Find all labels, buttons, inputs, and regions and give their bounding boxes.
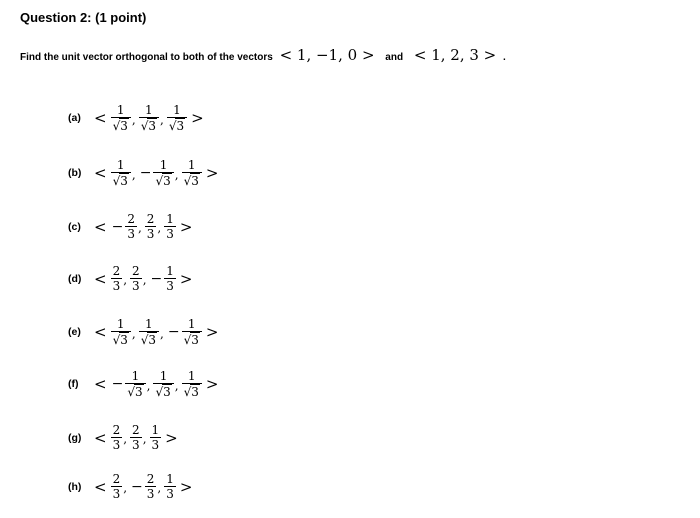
vector-component [145,213,164,241]
denominator [111,117,131,133]
numerator: 1 [187,157,196,172]
comma: , [157,221,162,235]
fraction [130,424,142,452]
denominator-value: 3 [127,227,135,241]
numerator: 1 [145,316,153,331]
numerator: 1 [116,157,125,172]
denominator [111,486,123,501]
denominator [145,486,157,501]
comma: , [142,432,147,446]
numerator: 2 [127,212,135,226]
vector-component [111,159,139,188]
fraction [139,104,159,133]
open-bracket: < [94,429,107,447]
denominator-value: 3 [146,227,155,241]
vector-component [150,265,176,293]
fraction [111,104,131,133]
comma: , [123,432,128,446]
minus-sign: − [131,479,143,495]
vector-component [150,424,162,452]
minus-sign: − [139,165,152,181]
denominator [139,331,159,347]
numerator: 1 [187,316,196,331]
fraction [164,265,176,293]
vector-component [167,318,202,347]
denominator [164,226,176,241]
answer-option-b[interactable] [68,153,222,193]
radicand: 3 [191,332,199,347]
comma: , [142,273,147,287]
denominator [182,331,202,347]
denominator [125,226,137,241]
vector-component [139,104,167,133]
numerator: 1 [159,157,168,172]
answer-option-f[interactable] [68,364,222,404]
vector-component [139,159,182,188]
denominator [111,437,123,452]
vector-components [111,213,176,241]
and-text: and [385,52,404,63]
option-label: (g) [68,432,82,444]
open-bracket: < [94,375,107,393]
vector-components [111,370,202,399]
vector-component [111,370,154,399]
denominator-value: 3 [146,487,155,501]
comma: , [160,326,164,341]
fraction [111,265,123,293]
denominator-value: 3 [132,279,140,293]
denominator-value: √ [155,173,164,188]
numerator: 2 [112,423,121,437]
vector-component [182,370,202,399]
vector-component [111,104,139,133]
denominator-value: √ [112,118,121,133]
fraction [139,318,159,347]
option-label: (b) [68,167,82,179]
vector-component [111,473,130,501]
fraction [111,159,131,188]
radicand: 3 [148,118,156,133]
denominator-value: √ [112,332,121,347]
denominator-value: √ [112,173,121,188]
denominator-value: 3 [112,279,121,293]
numerator: 1 [187,368,196,383]
radicand: 3 [191,384,199,399]
fraction [182,318,202,347]
comma: , [131,167,136,182]
denominator [130,278,142,293]
answer-option-h[interactable] [68,467,196,507]
close-bracket: > [179,478,193,496]
numerator: 1 [159,368,168,383]
radicand: 3 [163,384,171,399]
numerator: 2 [146,212,155,226]
close-bracket: > [205,375,219,393]
numerator: 1 [131,368,140,383]
answer-option-e[interactable] [68,312,222,352]
denominator [111,278,123,293]
open-bracket: < [94,323,107,341]
fraction [164,213,176,241]
fraction [164,473,176,501]
fraction [182,159,202,188]
denominator [145,226,157,241]
vector-components [111,265,176,293]
fraction [182,370,202,399]
denominator [111,172,131,188]
denominator [167,117,187,133]
vector-components [111,104,188,133]
vector-components [111,159,202,188]
denominator [125,383,145,399]
option-label: (c) [68,221,81,233]
prompt-text: Find the unit vector orthogonal to both of the vectors [20,52,273,63]
denominator-value: √ [140,332,149,347]
comma: , [131,112,136,127]
numerator: 1 [166,264,174,278]
denominator [111,331,131,347]
fraction [111,473,123,501]
open-bracket: < [94,164,107,182]
answer-option-c[interactable] [68,207,196,247]
vector-component [111,213,145,241]
denominator [182,172,202,188]
denominator [164,278,176,293]
denominator [139,117,159,133]
numerator: 2 [132,264,140,278]
denominator-value: 3 [166,279,174,293]
numerator: 2 [132,423,140,437]
denominator [130,437,142,452]
vector-2: < 1, 2, 3 > [413,46,497,64]
comma: , [174,167,179,182]
denominator-value: √ [168,118,177,133]
radicand: 3 [176,118,185,133]
open-bracket: < [94,109,107,127]
radicand: 3 [120,173,128,188]
comma: , [174,378,179,393]
question-title: Question 2: (1 point) [20,10,147,25]
minus-sign: − [167,324,180,340]
denominator [182,383,202,399]
vector-component [164,473,176,501]
denominator-value: 3 [166,227,174,241]
denominator-value: √ [183,173,192,188]
comma: , [146,378,151,393]
denominator-value: √ [127,384,135,399]
denominator [150,437,162,452]
fraction [145,473,157,501]
prompt-end: . [503,52,506,63]
vector-component [130,424,149,452]
comma: , [123,481,128,495]
open-bracket: < [94,218,107,236]
numerator: 1 [151,423,160,437]
comma: , [160,112,164,127]
vector-components [111,473,176,501]
close-bracket: > [179,270,193,288]
fraction [145,213,157,241]
minus-sign: − [111,219,124,235]
answer-option-g[interactable] [68,418,182,458]
open-bracket: < [94,478,107,496]
numerator: 2 [112,264,121,278]
numerator: 1 [116,316,125,331]
close-bracket: > [191,109,204,127]
comma: , [157,481,162,495]
radicand: 3 [120,332,128,347]
radicand: 3 [163,173,171,188]
numerator: 1 [145,102,153,117]
radicand: 3 [148,332,156,347]
numerator: 2 [112,472,121,486]
denominator [153,383,173,399]
option-label: (a) [68,112,81,124]
answer-option-d[interactable] [68,259,196,299]
vector-component [111,265,130,293]
vector-component [130,265,149,293]
radicand: 3 [120,118,128,133]
option-label: (d) [68,273,82,285]
numerator: 1 [173,102,181,117]
denominator-value: √ [155,384,164,399]
numerator: 1 [116,102,125,117]
denominator-value: 3 [151,438,160,452]
denominator-value: √ [140,118,149,133]
fraction [153,159,173,188]
vector-component [164,213,176,241]
close-bracket: > [205,323,219,341]
fraction [167,104,187,133]
vector-components [111,318,202,347]
fraction [150,424,162,452]
denominator-value: 3 [166,487,174,501]
open-bracket: < [94,270,107,288]
radicand: 3 [191,173,199,188]
denominator-value: 3 [112,438,121,452]
option-label: (e) [68,326,81,338]
answer-option-a[interactable] [68,98,208,138]
radicand: 3 [134,384,143,399]
vector-component [111,424,130,452]
close-bracket: > [165,429,178,447]
fraction [111,318,131,347]
comma: , [137,221,142,235]
denominator [153,172,173,188]
vector-1: < 1, −1, 0 > [279,46,375,64]
denominator [164,486,176,501]
denominator-value: 3 [112,487,121,501]
close-bracket: > [205,164,219,182]
option-label: (h) [68,481,82,493]
vector-components [111,424,162,452]
numerator: 1 [166,472,174,486]
minus-sign: − [111,376,124,392]
question-prompt [20,46,506,64]
denominator-value: 3 [132,438,140,452]
fraction [125,213,137,241]
comma: , [123,273,128,287]
numerator: 2 [146,472,155,486]
vector-component [111,318,139,347]
vector-component [153,370,181,399]
option-label: (f) [68,378,79,390]
vector-component [182,159,202,188]
fraction [111,424,123,452]
denominator-value: √ [183,332,192,347]
fraction [130,265,142,293]
numerator: 1 [166,212,174,226]
fraction [125,370,145,399]
close-bracket: > [179,218,193,236]
vector-component [139,318,167,347]
comma: , [131,326,136,341]
minus-sign: − [150,271,163,287]
fraction [153,370,173,399]
denominator-value: √ [183,384,192,399]
vector-component [167,104,187,133]
vector-component [130,473,164,501]
